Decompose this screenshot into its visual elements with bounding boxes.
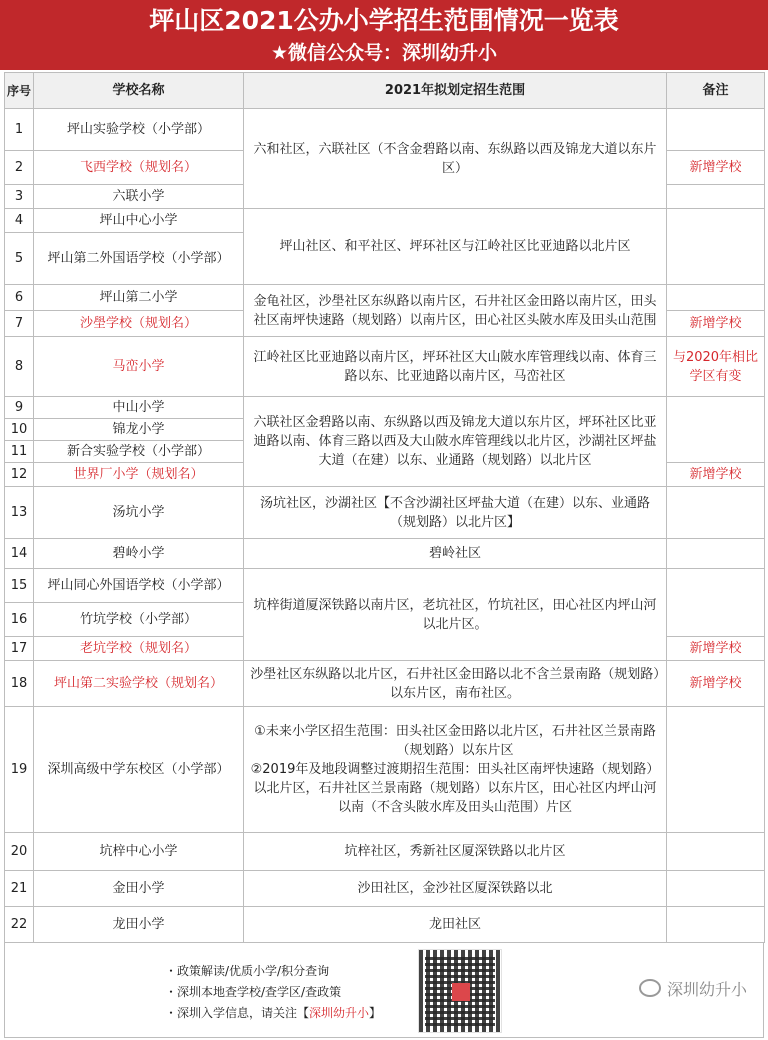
school-name: 龙田小学 [34, 907, 244, 943]
range-cell: 坑梓街道厦深铁路以南片区，老坑社区，竹坑社区，田心社区内坪山河以北片区。 [244, 569, 667, 661]
table-row [5, 871, 765, 907]
promo-line-3-brand: 深圳幼升小 [309, 1006, 370, 1020]
row-no: 7 [5, 311, 34, 337]
school-name: 六联小学 [34, 185, 244, 209]
range-cell: 六联社区金碧路以南、东纵路以西及锦龙大道以东片区，坪环社区比亚迪路以南、体育三路以西及大山陂水库管理线以北片区，沙湖社区坪盐大道（在建）以东、业通路（规划路）以北片区 [244, 397, 667, 487]
range-cell: 坑梓社区，秀新社区厦深铁路以北片区 [244, 833, 667, 871]
range-cell: 沙田社区，金沙社区厦深铁路以北 [244, 871, 667, 907]
table-row [5, 337, 765, 397]
range-cell: 江岭社区比亚迪路以南片区，坪环社区大山陂水库管理线以南、体育三路以东、比亚迪路以南片区，马峦社区 [244, 337, 667, 397]
note-cell [667, 871, 765, 907]
note-cell [667, 707, 765, 833]
range-cell: 汤坑社区，沙湖社区【不含沙湖社区坪盐大道（在建）以东、业通路（规划路）以北片区】 [244, 487, 667, 539]
row-no: 8 [5, 337, 34, 397]
page-title: 坪山区2021公办小学招生范围情况一览表 [149, 6, 619, 35]
school-name: 中山小学 [34, 397, 244, 419]
school-name: 新合实验学校（小学部） [34, 441, 244, 463]
range-cell: 坪山社区、和平社区、坪环社区与江岭社区比亚迪路以北片区 [244, 209, 667, 285]
note-cell [667, 907, 765, 943]
note-cell: 新增学校 [667, 463, 765, 487]
school-name: 坪山第二实验学校（规划名） [34, 661, 244, 707]
page-subtitle: ★微信公众号：深圳幼升小 [270, 42, 498, 64]
note-cell: 新增学校 [667, 637, 765, 661]
note-cell: 新增学校 [667, 311, 765, 337]
table-row [5, 209, 765, 233]
school-name: 深圳高级中学东校区（小学部） [34, 707, 244, 833]
row-no: 3 [5, 185, 34, 209]
note-cell [667, 209, 765, 285]
table-row [5, 907, 765, 943]
row-no: 2 [5, 151, 34, 185]
note-cell [667, 487, 765, 539]
table-row [5, 397, 765, 419]
row-no: 5 [5, 233, 34, 285]
table-row [5, 285, 765, 311]
row-no: 16 [5, 603, 34, 637]
promo-line-3-suffix: 】 [369, 1006, 382, 1020]
school-name: 坪山第二外国语学校（小学部） [34, 233, 244, 285]
school-name: 坪山第二小学 [34, 285, 244, 311]
note-cell: 新增学校 [667, 661, 765, 707]
wechat-brand [639, 977, 747, 1000]
range-part-2: ②2019年及地段调整过渡期招生范围：田头社区南坪快速路（规划路）以北片区，石井社区兰景南路（规划路）以东片区，田心社区内坪山河以南（不含头陂水库及田头山范围）片区 [250, 762, 660, 815]
row-no: 19 [5, 707, 34, 833]
table-row [5, 569, 765, 603]
promo-line-3 [165, 1003, 381, 1024]
promo-line-3-prefix: ・深圳入学信息，请关注【 [165, 1006, 310, 1020]
row-no: 1 [5, 109, 34, 151]
col-header-range: 2021年拟划定招生范围 [244, 73, 667, 109]
range-cell: 碧岭社区 [244, 539, 667, 569]
school-name: 坪山同心外国语学校（小学部） [34, 569, 244, 603]
table-row [5, 707, 765, 833]
school-name: 汤坑小学 [34, 487, 244, 539]
school-name: 竹坑学校（小学部） [34, 603, 244, 637]
school-name: 飞西学校（规划名） [34, 151, 244, 185]
wechat-icon [639, 979, 661, 997]
note-cell [667, 397, 765, 463]
enrollment-table [4, 72, 765, 943]
note-cell [667, 185, 765, 209]
school-name: 锦龙小学 [34, 419, 244, 441]
school-name: 马峦小学 [34, 337, 244, 397]
note-cell [667, 539, 765, 569]
school-name: 世界厂小学（规划名） [34, 463, 244, 487]
page-header [0, 0, 768, 70]
promo-lines [165, 961, 381, 1024]
row-no: 9 [5, 397, 34, 419]
row-no: 20 [5, 833, 34, 871]
school-name: 老坑学校（规划名） [34, 637, 244, 661]
note-cell: 与2020年相比学区有变 [667, 337, 765, 397]
note-cell [667, 109, 765, 151]
row-no: 11 [5, 441, 34, 463]
range-part-1: ①未来小学区招生范围：田头社区金田路以北片区，石井社区兰景南路（规划路）以东片区 [254, 724, 656, 758]
promo-line-2: ・深圳本地查学校/查学区/查政策 [165, 985, 342, 999]
row-no: 10 [5, 419, 34, 441]
promo-line-1: ・政策解读/优质小学/积分查询 [165, 964, 330, 978]
range-cell: 金龟社区，沙壆社区东纵路以南片区，石井社区金田路以南片区，田头社区南坪快速路（规划路）以南片区，田心社区头陂水库及田头山范围 [244, 285, 667, 337]
range-cell: 沙壆社区东纵路以北片区，石井社区金田路以北不含兰景南路（规划路）以东片区，南布社区。 [244, 661, 667, 707]
row-no: 22 [5, 907, 34, 943]
table-header-row [5, 73, 765, 109]
col-header-no: 序号 [5, 73, 34, 109]
row-no: 14 [5, 539, 34, 569]
note-cell [667, 569, 765, 637]
table-row [5, 539, 765, 569]
school-name: 坪山中心小学 [34, 209, 244, 233]
note-cell: 新增学校 [667, 151, 765, 185]
range-cell: 六和社区，六联社区（不含金碧路以南、东纵路以西及锦龙大道以东片区） [244, 109, 667, 209]
school-name: 坑梓中心小学 [34, 833, 244, 871]
row-no: 17 [5, 637, 34, 661]
range-cell: 龙田社区 [244, 907, 667, 943]
table-row [5, 833, 765, 871]
row-no: 12 [5, 463, 34, 487]
school-name: 坪山实验学校（小学部） [34, 109, 244, 151]
row-no: 15 [5, 569, 34, 603]
row-no: 13 [5, 487, 34, 539]
brand-name: 深圳幼升小 [666, 980, 747, 999]
row-no: 4 [5, 209, 34, 233]
note-cell [667, 833, 765, 871]
row-no: 21 [5, 871, 34, 907]
table-row [5, 109, 765, 151]
table-row [5, 661, 765, 707]
note-cell [667, 285, 765, 311]
col-header-school: 学校名称 [34, 73, 244, 109]
row-no: 18 [5, 661, 34, 707]
school-name: 碧岭小学 [34, 539, 244, 569]
col-header-note: 备注 [667, 73, 765, 109]
table-row [5, 487, 765, 539]
qr-code-icon[interactable] [418, 949, 502, 1033]
school-name: 金田小学 [34, 871, 244, 907]
range-cell [244, 707, 667, 833]
row-no: 6 [5, 285, 34, 311]
school-name: 沙壆学校（规划名） [34, 311, 244, 337]
footer-promo [4, 942, 764, 1038]
